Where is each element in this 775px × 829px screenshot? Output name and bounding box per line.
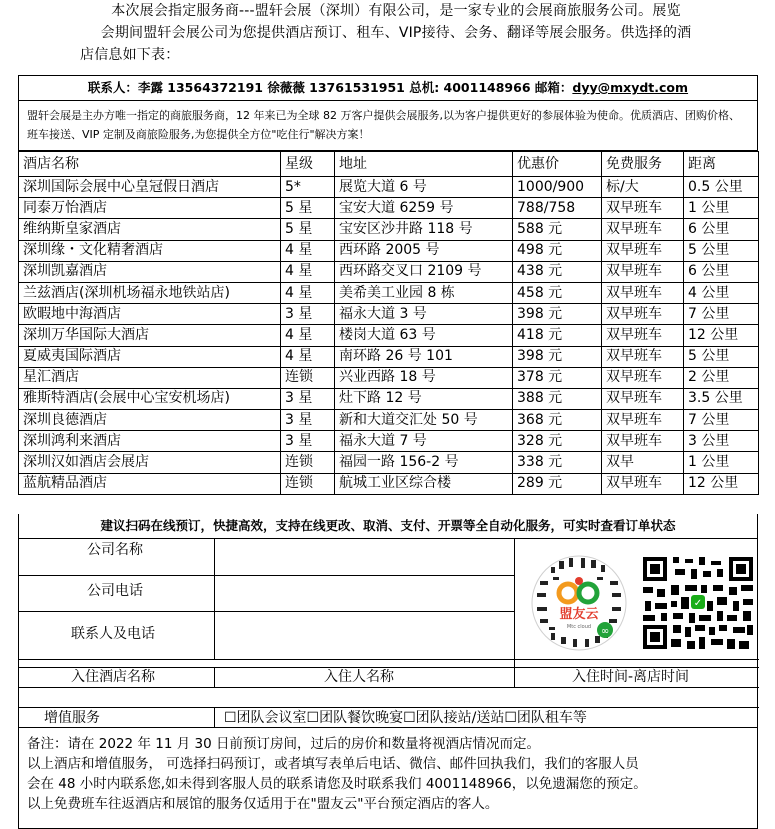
- cell-distance: 7 公里: [684, 410, 759, 431]
- cell-distance: 1 公里: [684, 452, 759, 473]
- cell-hotel-name: 雅斯特酒店(会展中心宝安机场店): [19, 388, 281, 409]
- cell-star-rating: 3 星: [281, 410, 335, 431]
- notes-line-1: 备注：请在 2022 年 11 月 30 日前预订房间，过后的房价和数量将视酒店情况而定。: [27, 736, 540, 752]
- qr-brand-sub: Mtc cloud: [566, 624, 592, 630]
- cell-price: 418 元: [513, 325, 602, 346]
- guest-name-label: 入住人名称: [324, 669, 394, 685]
- cell-free-service: 双早班车: [602, 410, 684, 431]
- header-free-service: 免费服务: [602, 152, 684, 177]
- cell-distance: 6 公里: [684, 261, 759, 282]
- cell-distance: 3 公里: [684, 431, 759, 452]
- cell-address: 南环路 26 号 101: [335, 346, 513, 367]
- cell-hotel-name: 欧暇地中海酒店: [19, 304, 281, 325]
- cell-address: 西环路 2005 号: [335, 240, 513, 261]
- cell-hotel-name: 同泰万怡酒店: [19, 198, 281, 219]
- cell-distance: 2 公里: [684, 367, 759, 388]
- cell-star-rating: 5*: [281, 177, 335, 198]
- qr-code-card[interactable]: [529, 551, 759, 651]
- cell-hotel-name: 深圳凯嘉酒店: [19, 261, 281, 282]
- table-row: [19, 431, 759, 452]
- cell-price: 588 元: [513, 219, 602, 240]
- cell-distance: 1 公里: [684, 198, 759, 219]
- cell-distance: 12 公里: [684, 325, 759, 346]
- contact-phone-label: 联系人及电话: [71, 626, 155, 642]
- contact-email[interactable]: dyy@mxydt.com: [572, 80, 689, 95]
- cell-price: 458 元: [513, 282, 602, 303]
- cell-address: 西环路交叉口 2109 号: [335, 261, 513, 282]
- cell-hotel-name: 深圳鸿利来酒店: [19, 431, 281, 452]
- booking-form: [18, 539, 758, 728]
- cell-price: 1000/900: [513, 177, 602, 198]
- cell-price: 338 元: [513, 452, 602, 473]
- table-row: [19, 198, 759, 219]
- header-address: 地址: [335, 152, 513, 177]
- cell-star-rating: 3 星: [281, 388, 335, 409]
- company-name-label: 公司名称: [87, 542, 143, 558]
- cell-price: 498 元: [513, 240, 602, 261]
- hotel-table: [18, 151, 759, 495]
- cell-star-rating: 3 星: [281, 304, 335, 325]
- cell-price: 398 元: [513, 304, 602, 325]
- cell-distance: 6 公里: [684, 219, 759, 240]
- cell-star-rating: 4 星: [281, 325, 335, 346]
- cell-address: 新和大道交汇处 50 号: [335, 410, 513, 431]
- table-row: [19, 473, 759, 494]
- cell-free-service: 标/大: [602, 177, 684, 198]
- cell-free-service: 双早班车: [602, 304, 684, 325]
- cell-star-rating: 5 星: [281, 198, 335, 219]
- contact-bar: [18, 75, 758, 101]
- cell-hotel-name: 星汇酒店: [19, 367, 281, 388]
- value-added-label: 增值服务: [44, 710, 100, 726]
- cell-star-rating: 3 星: [281, 431, 335, 452]
- cell-address: 航城工业区综合楼: [335, 473, 513, 494]
- cell-star-rating: 5 星: [281, 219, 335, 240]
- cell-star-rating: 4 星: [281, 240, 335, 261]
- cell-price: 398 元: [513, 346, 602, 367]
- table-row: [19, 282, 759, 303]
- table-row: [19, 219, 759, 240]
- intro-line-3: 店信息如下表：: [80, 47, 180, 63]
- online-booking-promo: 建议扫码在线预订，快捷高效，支持在线更改、取消、支付、开票等全自动化服务，可实时查看订单状态: [18, 514, 758, 539]
- cell-price: 788/758: [513, 198, 602, 219]
- cell-star-rating: 4 星: [281, 346, 335, 367]
- header-price: 优惠价: [513, 152, 602, 177]
- qr-code-icon: [641, 555, 755, 651]
- cell-hotel-name: 深圳良德酒店: [19, 410, 281, 431]
- cell-distance: 7 公里: [684, 304, 759, 325]
- cell-hotel-name: 蓝航精品酒店: [19, 473, 281, 494]
- cell-free-service: 双早班车: [602, 346, 684, 367]
- svg-text:∞: ∞: [600, 626, 610, 637]
- cell-free-service: 双早班车: [602, 261, 684, 282]
- notes-line-4: 以上免费班车往返酒店和展馆的服务仅适用于在"盟友云"平台预定酒店的客人。: [27, 796, 499, 812]
- value-added-options[interactable]: ☐团队会议室☐团队餐饮晚宴☐团队接站/送站☐团队租车等: [224, 710, 587, 726]
- cell-free-service: 双早班车: [602, 388, 684, 409]
- stay-time-label: 入住时间-离店时间: [572, 669, 690, 685]
- cell-hotel-name: 深圳万华国际大酒店: [19, 325, 281, 346]
- cell-address: 福永大道 7 号: [335, 431, 513, 452]
- cell-price: 328 元: [513, 431, 602, 452]
- hotel-name-label: 入住酒店名称: [71, 669, 155, 685]
- contact-persons: 李露 13564372191 徐薇薇 13761531951 总机: 4001148966 邮箱：: [137, 80, 573, 95]
- cell-address: 楼岗大道 63 号: [335, 325, 513, 346]
- cell-distance: 3.5 公里: [684, 388, 759, 409]
- company-phone-label: 公司电话: [87, 583, 143, 599]
- cell-address: 兴业西路 18 号: [335, 367, 513, 388]
- cell-price: 368 元: [513, 410, 602, 431]
- company-description: 盟轩会展是主办方唯一指定的商旅服务商，12 年来已为全球 82 万客户提供会展服务,以为客户提供更好的参展体验为使命。优质酒店、团购价格、班车接送、VIP 定制及商旅险服务,为您提供全方位"吃住行"解决方案！: [18, 101, 758, 151]
- cell-distance: 0.5 公里: [684, 177, 759, 198]
- svg-text:✓: ✓: [693, 598, 703, 609]
- table-row: [19, 388, 759, 409]
- notes-line-2: 以上酒店和增值服务， 可选择扫码预订，或者填写表单后电话、微信、邮件回执我们，我们的客服人员: [27, 756, 639, 772]
- cell-free-service: 双早班车: [602, 325, 684, 346]
- cell-star-rating: 4 星: [281, 261, 335, 282]
- cell-hotel-name: 兰兹酒店(深圳机场福永地铁站店): [19, 282, 281, 303]
- cell-free-service: 双早班车: [602, 431, 684, 452]
- cell-free-service: 双早: [602, 452, 684, 473]
- header-star: 星级: [281, 152, 335, 177]
- cell-address: 灶下路 12 号: [335, 388, 513, 409]
- cell-hotel-name: 深圳汉如酒店会展店: [19, 452, 281, 473]
- cell-address: 美希美工业园 8 栋: [335, 282, 513, 303]
- mini-program-qr: [529, 551, 759, 651]
- intro-line-2: 会期间盟轩会展公司为您提供酒店预订、租车、VIP接待、会务、翻译等展会服务。供选择的酒: [100, 25, 692, 41]
- table-row: [19, 304, 759, 325]
- cell-price: 438 元: [513, 261, 602, 282]
- table-header-row: [19, 152, 759, 177]
- cell-free-service: 双早班车: [602, 367, 684, 388]
- cell-distance: 5 公里: [684, 240, 759, 261]
- cell-star-rating: 4 星: [281, 282, 335, 303]
- notes-section: [18, 728, 758, 829]
- table-row: [19, 177, 759, 198]
- cell-price: 289 元: [513, 473, 602, 494]
- cell-star-rating: 连锁: [281, 452, 335, 473]
- contact-label: 联系人：: [87, 80, 138, 95]
- table-row: [19, 346, 759, 367]
- cell-star-rating: 连锁: [281, 367, 335, 388]
- header-hotel-name: 酒店名称: [19, 152, 281, 177]
- intro-line-1: 本次展会指定服务商---盟轩会展（深圳）有限公司，是一家专业的会展商旅服务公司。展览: [111, 3, 681, 19]
- cell-distance: 12 公里: [684, 473, 759, 494]
- cell-hotel-name: 夏威夷国际酒店: [19, 346, 281, 367]
- cell-hotel-name: 深圳缘・文化精奢酒店: [19, 240, 281, 261]
- header-distance: 距离: [684, 152, 759, 177]
- table-row: [19, 410, 759, 431]
- cell-address: 福园一路 156-2 号: [335, 452, 513, 473]
- mini-program-code-icon: [532, 556, 626, 650]
- table-row: [19, 261, 759, 282]
- cell-distance: 5 公里: [684, 346, 759, 367]
- cell-free-service: 双早班车: [602, 473, 684, 494]
- intro-paragraph: [40, 0, 752, 66]
- table-row: [19, 452, 759, 473]
- cell-free-service: 双早班车: [602, 219, 684, 240]
- cell-address: 福永大道 3 号: [335, 304, 513, 325]
- table-row: [19, 367, 759, 388]
- qr-brand-name: 盟友云: [559, 607, 599, 622]
- cell-hotel-name: 深圳国际会展中心皇冠假日酒店: [19, 177, 281, 198]
- cell-address: 宝安区沙井路 118 号: [335, 219, 513, 240]
- cell-distance: 4 公里: [684, 282, 759, 303]
- cell-free-service: 双早班车: [602, 282, 684, 303]
- cell-price: 378 元: [513, 367, 602, 388]
- cell-address: 宝安大道 6259 号: [335, 198, 513, 219]
- notes-line-3: 会在 48 小时内联系您,如未得到客服人员的联系请您及时联系我们 4001148966，以免遗漏您的预定。: [27, 776, 647, 792]
- cell-free-service: 双早班车: [602, 198, 684, 219]
- cell-hotel-name: 维纳斯皇家酒店: [19, 219, 281, 240]
- table-row: [19, 240, 759, 261]
- cell-free-service: 双早班车: [602, 240, 684, 261]
- cell-star-rating: 连锁: [281, 473, 335, 494]
- table-row: [19, 325, 759, 346]
- cell-address: 展览大道 6 号: [335, 177, 513, 198]
- cell-price: 388 元: [513, 388, 602, 409]
